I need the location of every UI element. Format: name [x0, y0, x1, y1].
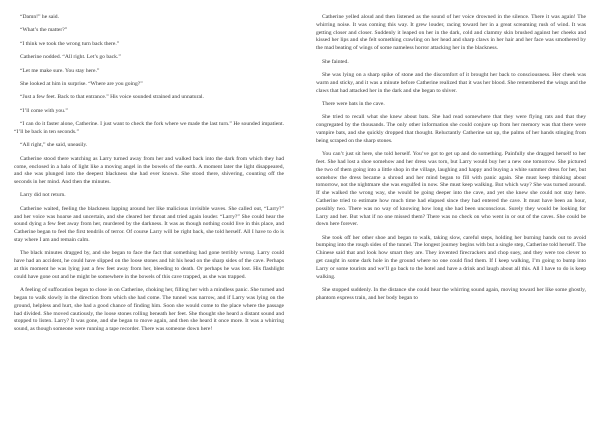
paragraph: She took off her other shoe and began to walk, taking slow, careful steps, holding her burning hands out to avoid bumping into the rough sides of the tunnel. The longest journey begins with but a single step, Catherine told herself. The Chinese said that and look how smart they are. They invented firecrackers and chop suey, and they were too clever to get caught in some dark hole in the ground where no one could find them. If I keep walking, I’m going to bump into Larry or some tourists and we’ll go back to the hotel and have a drink and laugh about all this. All I have to do is keep walking. [316, 234, 586, 280]
paragraph: The black minutes dragged by, and she began to face the fact that something had gone terribly wrong. Larry could have had an accident, he could have slipped on the loose stones and hit his head on the sharp sides of the cave. Perhaps at this moment he was lying just a few feet away from her, bleeding to death. Or perhaps he was lost. His flashlight could have gone out and he might be somewhere in the bowels of this cave trapped, as she was trapped. [14, 250, 284, 280]
paragraph: She tried to recall what she knew about bats. She had read somewhere that they were flying rats and that they congregated by the thousands. The only other information she could conjure up from her memory was that there were vampire bats, and she quickly dropped that thought. Reluctantly Catherine sat up, the palms of her hands stinging from being scraped on the sharp stones. [316, 114, 586, 144]
paragraph: “I can do it faster alone, Catherine. I just want to check the fork where we made the last turn.” He sounded impatient. “I’ll be back in ten seconds.” [14, 121, 284, 135]
paragraph: Catherine stood there watching as Larry turned away from her and walked back into the dark from which they had come, enclosed in a halo of light like a moving angel in the bowels of the earth. A moment later the light disappeared, and she was plunged into the deepest blackness she had ever known. She stood there, shivering, counting off the seconds in her mind. And then the minutes. [14, 155, 284, 186]
paragraph: There were bats in the cave. [322, 100, 385, 107]
paragraph: “I’ll come with you.” [20, 107, 68, 114]
left-page [14, 14, 284, 340]
paragraph: “I think we took the wrong turn back there.” [20, 40, 120, 47]
paragraph: “Just a few feet. Back to that entrance.” His voice sounded strained and unnatural. [20, 94, 204, 101]
paragraph: She fainted. [322, 58, 349, 65]
right-page [316, 14, 586, 308]
paragraph: You can’t just sit here, she told herself. You’ve got to get up and do something. Painfully she dragged herself to her feet. She had lost a shoe somehow and her dress was torn, but Larry would buy her a new one tomorrow. She pictured the two of them going into a little shop in the village, laughing and happy and buying a white summer dress for her, but somehow the dress became a shroud and her mind began to fill with panic again. She must keep thinking about tomorrow, not the nightmare she was engulfed in now. She must keep walking. But which way? She was turned around. If she walked the wrong way, she would be going deeper into the cave, and yet she knew she could not stay here. Catherine tried to estimate how much time had elapsed since they had entered the cave. It must have been an hour, possibly two. There was no way of knowing how long she had been unconscious. Surely they would be looking for Larry and her. But what if no one missed them? There was no check on who went in or out of the caves. She could be down here forever. [316, 151, 586, 228]
paragraph: A feeling of suffocation began to close in on Catherine, choking her, filling her with a mindless panic. She turned and began to walk slowly in the direction from which she had come. The tunnel was narrow, and if Larry was lying on the ground, helpless and hurt, she had a good chance of finding him. Soon she would come to the place where the passage had divided. She moved cautiously, the loose stones rolling beneath her feet. She thought she heard a distant sound and stopped to listen. Larry? It was gone, and she began to move again, and then she heard it once more. It was a whirring sound, as though someone were running a tape recorder. There was someone down here! [14, 287, 284, 333]
paragraph: Catherine yelled aloud and then listened as the sound of her voice drowned in the silence. There it was again! The whirring noise. It was coming this way. It grew louder, racing toward her in a great screaming rush of wind. It was getting closer and closer. Suddenly it leaped on her in the dark, cold and clammy skin brushed against her cheeks and kissed her lips and she felt something crawling on her head and sharp claws in her hair and her face was smothered by the mad beating of wings of some nameless horror attacking her in the blackness. [316, 14, 586, 52]
paragraph: She looked at him in surprise. “Where are you going?” [20, 80, 143, 87]
paragraph: She stopped suddenly. In the distance she could hear the whirring sound again, moving toward her like some ghostly, phantom express train, and her body began to [316, 287, 586, 301]
paragraph: “What’s the matter?” [20, 27, 68, 34]
paragraph: “All right,” she said, uneasily. [20, 142, 88, 149]
paragraph: She was lying on a sharp spike of stone and the discomfort of it brought her back to consciousness. Her cheek was warm and sticky, and it was a minute before Catherine realized that it was her blood. She remembered the wings and the claws that had attacked her in the dark and she began to shiver. [316, 71, 586, 94]
paragraph: “Damn!” he said. [20, 14, 59, 20]
paragraph: Catherine waited, feeling the blackness lapping around her like malicious invisible waves. She called out, “Larry?” and her voice was hoarse and uncertain, and she cleared her throat and tried again louder. “Larry?” She could hear the sound dying a few feet away from her, murdered by the darkness. It was as though nothing could live in this place, and Catherine began to feel the first tendrils of terror. Of course Larry will be right back, she told herself. All I have to do is stay where I am and remain calm. [14, 205, 284, 244]
paragraph: “Let me make sure. You stay here.” [20, 67, 100, 74]
paragraph: Catherine nodded. “All right. Let’s go back.” [20, 54, 121, 61]
paragraph: Larry did not return. [20, 192, 66, 199]
